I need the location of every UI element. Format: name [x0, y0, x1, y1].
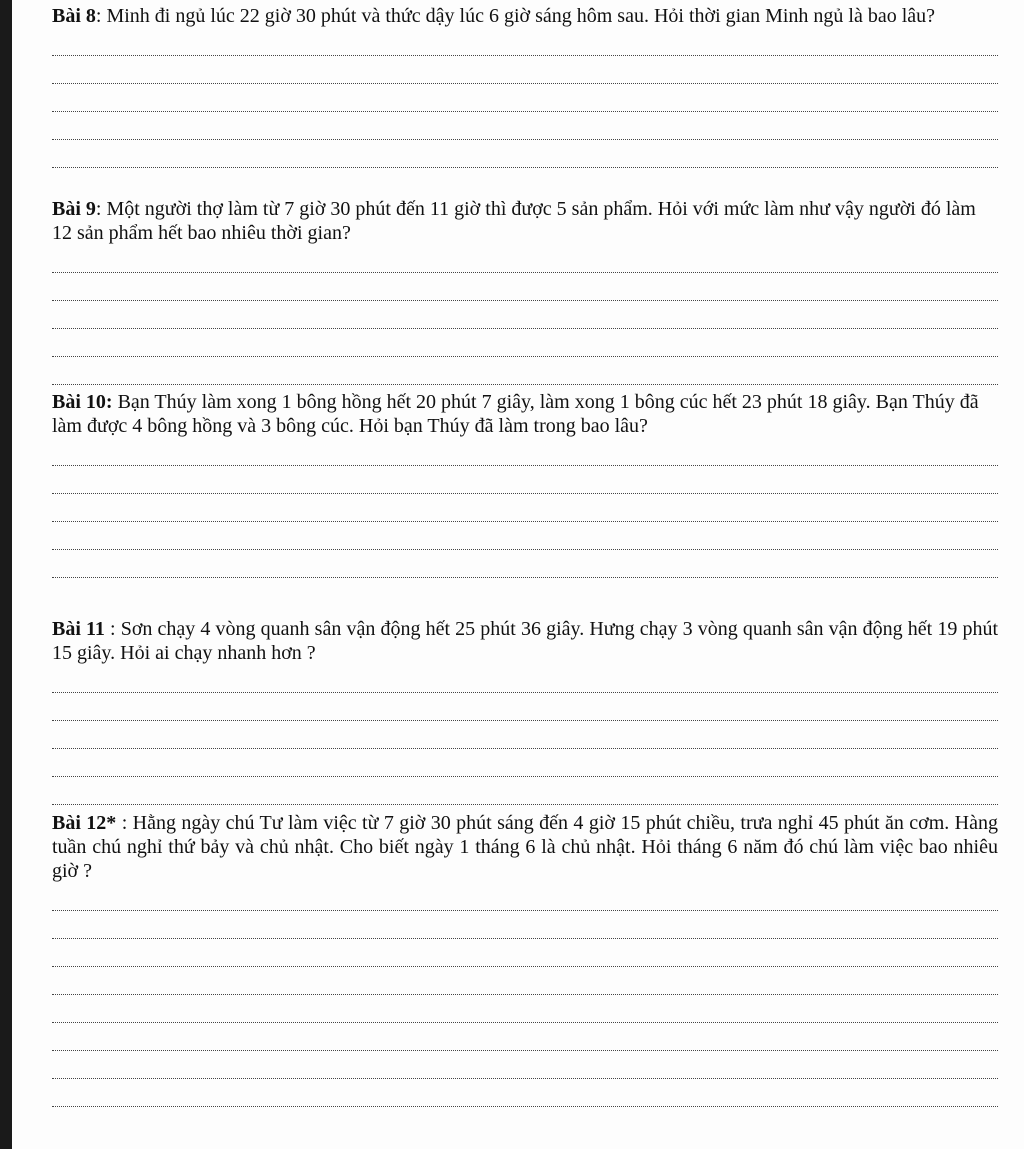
- problem-8-answer-lines: [52, 28, 998, 168]
- answer-line: [52, 84, 998, 112]
- problem-10-question: [52, 390, 998, 438]
- answer-line: [52, 28, 998, 56]
- answer-line: [52, 749, 998, 777]
- problem-12-separator: :: [116, 812, 133, 834]
- problem-12: [52, 811, 998, 1107]
- answer-line: [52, 522, 998, 550]
- scan-left-edge: [0, 0, 12, 1149]
- problem-11-separator: :: [104, 618, 121, 640]
- problem-12-text: Hằng ngày chú Tư làm việc từ 7 giờ 30 phút sáng đến 4 giờ 15 phút chiều, trưa nghỉ 45 phút ăn cơm. Hàng tuần chú nghỉ thứ bảy và chủ nhật. Cho biết ngày 1 tháng 6 là chủ nhật. Hỏi tháng 6 năm đó chú làm việc bao nhiêu giờ ?: [52, 812, 998, 882]
- problem-11-text: Sơn chạy 4 vòng quanh sân vận động hết 25 phút 36 giây. Hưng chạy 3 vòng quanh sân vận động hết 19 phút 15 giây. Hỏi ai chạy nhanh hơn ?: [52, 618, 999, 664]
- answer-line: [52, 1079, 998, 1107]
- problem-10: [52, 390, 998, 578]
- problem-11-question: [52, 617, 998, 665]
- answer-line: [52, 245, 998, 273]
- problem-10-answer-lines: [52, 438, 998, 578]
- answer-line: [52, 56, 998, 84]
- answer-line: [52, 357, 998, 385]
- problem-9-separator: :: [95, 198, 107, 220]
- answer-line: [52, 665, 998, 693]
- problem-9-text: Một người thợ làm từ 7 giờ 30 phút đến 11 giờ thì được 5 sản phẩm. Hỏi với mức làm như vậy người đó làm 12 sản phẩm hết bao nhiêu thời gian?: [52, 198, 976, 244]
- problem-10-label: Bài 10:: [52, 391, 113, 413]
- problem-10-text: Bạn Thúy làm xong 1 bông hồng hết 20 phút 7 giây, làm xong 1 bông cúc hết 23 phút 18 giây. Bạn Thúy đã làm được 4 bông hồng và 3 bông cúc. Hỏi bạn Thúy đã làm trong bao lâu?: [52, 391, 979, 437]
- problem-8: [52, 4, 998, 168]
- problem-8-question: [52, 4, 998, 28]
- problem-12-question: [52, 811, 998, 883]
- answer-line: [52, 273, 998, 301]
- answer-line: [52, 438, 998, 466]
- answer-line: [52, 140, 998, 168]
- answer-line: [52, 466, 998, 494]
- problem-8-text: Minh đi ngủ lúc 22 giờ 30 phút và thức dậy lúc 6 giờ sáng hôm sau. Hỏi thời gian Minh ngủ là bao lâu?: [106, 5, 936, 27]
- answer-line: [52, 995, 998, 1023]
- problem-9-question: [52, 197, 998, 245]
- answer-line: [52, 883, 998, 911]
- problem-9-answer-lines: [52, 245, 998, 385]
- problem-8-label: Bài 8: [52, 5, 96, 27]
- answer-line: [52, 939, 998, 967]
- answer-line: [52, 777, 998, 805]
- answer-line: [52, 721, 998, 749]
- problem-11-answer-lines: [52, 665, 998, 805]
- problem-12-answer-lines: [52, 883, 998, 1107]
- problem-9: [52, 197, 998, 385]
- answer-line: [52, 550, 998, 578]
- answer-line: [52, 494, 998, 522]
- problem-11-label: Bài 11: [52, 618, 105, 640]
- answer-line: [52, 329, 998, 357]
- answer-line: [52, 911, 998, 939]
- problem-8-separator: :: [95, 5, 107, 27]
- answer-line: [52, 693, 998, 721]
- answer-line: [52, 301, 998, 329]
- answer-line: [52, 1051, 998, 1079]
- answer-line: [52, 112, 998, 140]
- problem-11: [52, 617, 998, 805]
- answer-line: [52, 1023, 998, 1051]
- answer-line: [52, 967, 998, 995]
- problem-12-label: Bài 12*: [52, 812, 117, 834]
- problem-9-label: Bài 9: [52, 198, 96, 220]
